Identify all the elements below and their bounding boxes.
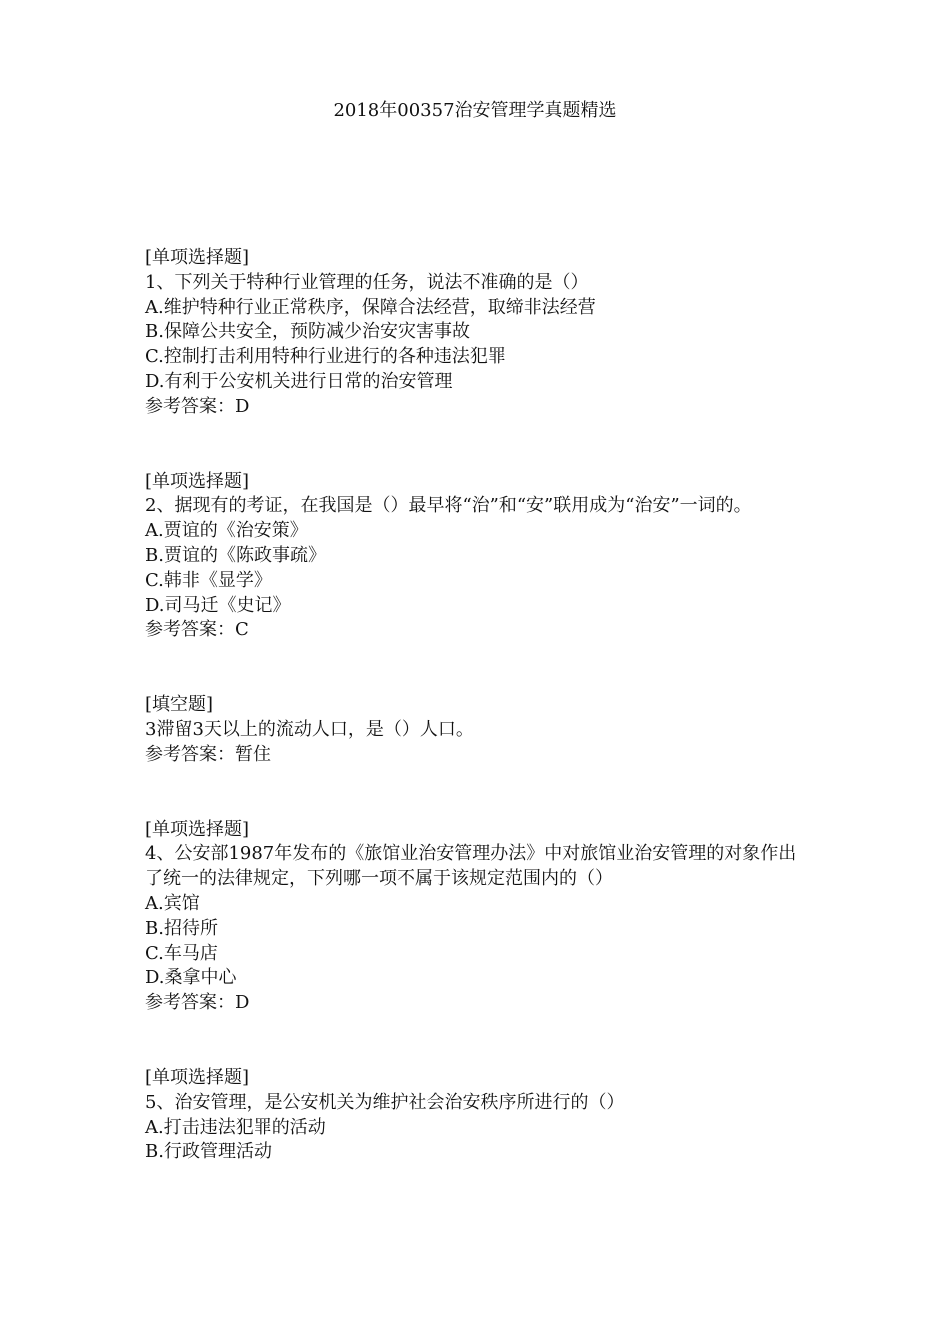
question-type-label: [单项选择题]: [145, 818, 250, 840]
question-list: [145, 246, 810, 1215]
question-type-label: [填空题]: [145, 694, 214, 716]
option-c: C.控制打击利用特种行业进行的各种违法犯罪: [145, 346, 506, 368]
document-title: 2018年00357治安管理学真题精选: [333, 100, 617, 121]
option-b: B.招待所: [145, 917, 218, 939]
reference-answer: 参考答案：D: [145, 395, 250, 417]
question-type-label: [单项选择题]: [145, 247, 250, 268]
question-4: [145, 818, 810, 1016]
option-c: C.车马店: [145, 942, 218, 964]
question-5: [145, 1066, 810, 1165]
question-1: [145, 246, 810, 420]
question-stem: 1、下列关于特种行业管理的任务，说法不准确的是（）: [145, 271, 589, 293]
reference-answer: 参考答案：暂住: [145, 743, 271, 765]
question-3: [145, 693, 810, 767]
question-stem: 3滞留3天以上的流动人口，是（）人口。: [145, 718, 474, 740]
option-a: A.贾谊的《治安策》: [145, 520, 308, 542]
option-a: A.维护特种行业正常秩序，保障合法经营，取缔非法经营: [145, 296, 596, 318]
question-stem: 5、治安管理，是公安机关为维护社会治安秩序所进行的（）: [145, 1091, 625, 1113]
question-2: [145, 470, 810, 644]
option-c: C.韩非《显学》: [145, 569, 272, 591]
option-a: A.打击违法犯罪的活动: [145, 1116, 326, 1138]
question-stem: 4、公安部1987年发布的《旅馆业治安管理办法》中对旅馆业治安管理的对象作出了统一的法律规定，下列哪一项不属于该规定范围内的（）: [145, 843, 797, 890]
option-b: B.贾谊的《陈政事疏》: [145, 544, 326, 566]
question-stem: 2、据现有的考证，在我国是（）最早将“治”和“安”联用成为“治安”一词的。: [145, 495, 752, 517]
option-d: D.有利于公安机关进行日常的治安管理: [145, 370, 453, 392]
option-d: D.司马迁《史记》: [145, 594, 291, 616]
option-a: A.宾馆: [145, 892, 200, 914]
option-b: B.行政管理活动: [145, 1141, 272, 1163]
option-d: D.桑拿中心: [145, 967, 237, 989]
question-type-label: [单项选择题]: [145, 1066, 250, 1088]
reference-answer: 参考答案：D: [145, 992, 250, 1014]
option-b: B.保障公共安全，预防减少治安灾害事故: [145, 321, 470, 343]
reference-answer: 参考答案：C: [145, 619, 249, 641]
question-type-label: [单项选择题]: [145, 470, 250, 492]
